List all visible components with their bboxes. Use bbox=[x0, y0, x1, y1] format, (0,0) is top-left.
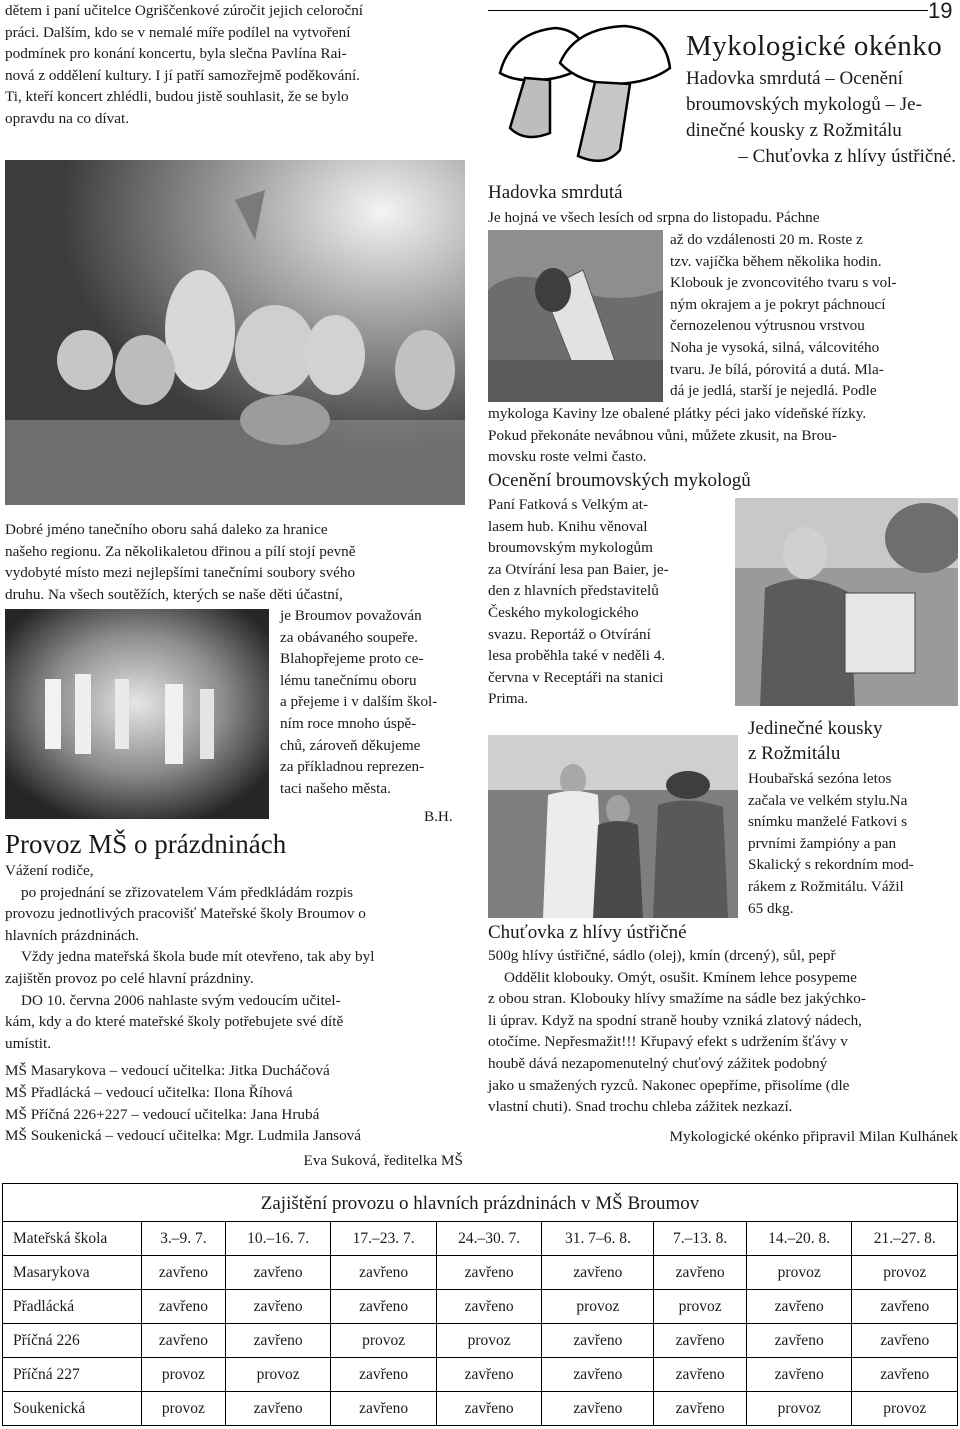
text-line: až do vzdálenosti 20 m. Roste z bbox=[670, 231, 863, 248]
status-cell: zavřeno bbox=[331, 1256, 437, 1290]
status-cell: provoz bbox=[746, 1392, 852, 1426]
text-line: taci našeho města. bbox=[280, 779, 391, 797]
status-cell: zavřeno bbox=[225, 1324, 331, 1358]
kousky-heading bbox=[748, 716, 883, 766]
status-cell: provoz bbox=[654, 1290, 747, 1324]
concert-text bbox=[5, 0, 467, 130]
text-line: broumovských mykologů – Je- bbox=[686, 94, 922, 115]
text-line: tvaru. Je bílá, pórovitá a dutá. Mla- bbox=[670, 360, 884, 378]
status-cell: provoz bbox=[331, 1324, 437, 1358]
hadovka-side bbox=[670, 229, 958, 402]
status-cell: zavřeno bbox=[142, 1290, 226, 1324]
ms-text bbox=[5, 860, 463, 1171]
schedule-box bbox=[2, 1183, 958, 1426]
text-line: houbě dává nezapomenutelný chuťový zážitek podobný bbox=[488, 1054, 828, 1072]
text-line: Houbařská sezóna letos bbox=[748, 770, 892, 787]
text-line: Dobré jméno tanečního oboru sahá daleko za hranice bbox=[5, 521, 328, 538]
text-line: Pokud překonáte nevábnou vůni, můžete zkusit, na Brou- bbox=[488, 426, 837, 444]
table-row bbox=[3, 1290, 958, 1324]
header-cell: 10.–16. 7. bbox=[225, 1222, 331, 1256]
text-line: provozu jednotlivých pracovišť Mateřské školy Broumov o bbox=[5, 905, 366, 923]
oceneni-heading: Ocenění broumovských mykologů bbox=[488, 470, 751, 491]
school-cell: Příčná 226 bbox=[3, 1324, 142, 1358]
status-cell: zavřeno bbox=[436, 1256, 542, 1290]
status-cell: zavřeno bbox=[852, 1324, 958, 1358]
ms-title: Provoz MŠ o prázdninách bbox=[5, 829, 287, 859]
hadovka-photo bbox=[488, 230, 663, 402]
table-row bbox=[3, 1358, 958, 1392]
contact-line: MŠ Přadlácká – vedoucí učitelka: Ilona Říhová bbox=[5, 1083, 293, 1101]
status-cell: provoz bbox=[852, 1392, 958, 1426]
text-line: vydobyté místo mezi nejlepšími tanečními soubory svého bbox=[5, 564, 356, 582]
mushroom-logo bbox=[490, 18, 675, 168]
dance-stage-photo bbox=[5, 609, 269, 819]
text-line: podmínek pro konání koncertu, byla slečna Pavlína Rai- bbox=[5, 45, 347, 63]
status-cell: zavřeno bbox=[852, 1358, 958, 1392]
text-line: za obávaného soupeře. bbox=[280, 628, 418, 646]
school-cell: Příčná 227 bbox=[3, 1358, 142, 1392]
text-line: lasem hub. Knihu věnoval bbox=[488, 517, 648, 535]
hadovka-heading: Hadovka smrdutá bbox=[488, 182, 623, 203]
status-cell: zavřeno bbox=[542, 1392, 654, 1426]
text-line: prvními žampióny a pan bbox=[748, 834, 897, 852]
status-cell: zavřeno bbox=[225, 1256, 331, 1290]
status-cell: zavřeno bbox=[225, 1290, 331, 1324]
status-cell: zavřeno bbox=[746, 1290, 852, 1324]
myko-intro bbox=[686, 66, 956, 170]
text-line: Hadovka smrdutá – Ocenění bbox=[686, 68, 903, 89]
text-line: snímku manželé Fatkovi s bbox=[748, 813, 908, 831]
text-line: za Otvírání lesa pan Baier, je- bbox=[488, 560, 669, 578]
hliva-heading: Chuťovka z hlívy ústřičné bbox=[488, 922, 687, 943]
heading-line: Jedinečné kousky bbox=[748, 718, 883, 739]
status-cell: zavřeno bbox=[654, 1256, 747, 1290]
text-line: Oddělit klobouky. Omýt, osušit. Kmínem lehce posypeme bbox=[504, 968, 857, 986]
header-cell: 17.–23. 7. bbox=[331, 1222, 437, 1256]
header-cell: 21.–27. 8. bbox=[852, 1222, 958, 1256]
text-line: dá je jedlá, starší je nejedlá. Podle bbox=[670, 382, 877, 400]
text-line: nová z oddělení kultury. I jí patří samozřejmě poděkování. bbox=[5, 66, 360, 84]
contact-line: MŠ Příčná 226+227 – vedoucí učitelka: Jana Hrubá bbox=[5, 1105, 320, 1123]
text-line: kám, kdy a do které mateřské školy potřebujete své dítě bbox=[5, 1013, 344, 1031]
text-line: li úprav. Když na spodní straně houby vzniká zlatový nádech, bbox=[488, 1011, 862, 1029]
text-line: – Chuťovka z hlívy ústřičné. bbox=[738, 146, 956, 167]
status-cell: zavřeno bbox=[436, 1290, 542, 1324]
rozmital-photo bbox=[488, 735, 738, 918]
text-line: mykologa Kaviny lze obalené plátky péci jako vídeňské řízky. bbox=[488, 405, 867, 422]
text-line: umístit. bbox=[5, 1034, 51, 1052]
text-line: druhu. Na všech soutěžích, kterých se naše děti účastní, bbox=[5, 585, 343, 603]
contact-line: MŠ Soukenická – vedoucí učitelka: Mgr. Ludmila Jansová bbox=[5, 1127, 362, 1145]
status-cell: provoz bbox=[852, 1256, 958, 1290]
contact-line: MŠ Masarykova – vedoucí učitelka: Jitka Ducháčová bbox=[5, 1062, 330, 1080]
greeting: Vážení rodiče, bbox=[5, 862, 94, 879]
status-cell: provoz bbox=[542, 1290, 654, 1324]
myko-credit: Mykologické okénko připravil Milan Kulhánek bbox=[669, 1128, 958, 1145]
status-cell: zavřeno bbox=[331, 1358, 437, 1392]
text-line: opravdu na co dívat. bbox=[5, 109, 129, 127]
text-line: dinečné kousky z Rožmitálu bbox=[686, 120, 902, 141]
table-row bbox=[3, 1392, 958, 1426]
text-line: ným okrajem a je pokryt páchnoucí bbox=[670, 295, 886, 313]
status-cell: zavřeno bbox=[654, 1358, 747, 1392]
text-line: Blahopřejeme proto ce- bbox=[280, 650, 424, 668]
table-row bbox=[3, 1324, 958, 1358]
text-line: 65 dkg. bbox=[748, 899, 794, 917]
dance-text-side bbox=[280, 605, 462, 799]
status-cell: zavřeno bbox=[746, 1324, 852, 1358]
schedule-table bbox=[2, 1221, 958, 1426]
status-cell: zavřeno bbox=[654, 1324, 747, 1358]
status-cell: zavřeno bbox=[436, 1358, 542, 1392]
status-cell: zavřeno bbox=[654, 1392, 747, 1426]
status-cell: zavřeno bbox=[852, 1290, 958, 1324]
text-line: Klobouk je zvoncovitého tvaru s vol- bbox=[670, 274, 897, 292]
text-line: hlavních prázdninách. bbox=[5, 926, 140, 944]
schedule-title: Zajištění provozu o hlavních prázdninách v MŠ Broumov bbox=[3, 1184, 957, 1222]
table-header-row bbox=[3, 1222, 958, 1256]
fatkova-photo bbox=[735, 498, 958, 706]
text-line: movsku roste velmi často. bbox=[488, 448, 647, 466]
kousky-text bbox=[748, 768, 958, 919]
text-line: jako u smažených ryzců. Nakonec opepříme, přisolíme (dle bbox=[488, 1076, 850, 1094]
ms-signature: Eva Suková, ředitelka MŠ bbox=[303, 1151, 463, 1169]
text-line: června v Receptáři na stanici bbox=[488, 668, 664, 686]
status-cell: zavřeno bbox=[142, 1324, 226, 1358]
text-line: broumovským mykologům bbox=[488, 539, 653, 557]
text-line: ním roce mnoho úspě- bbox=[280, 714, 417, 732]
text-line: tzv. vajíčka během několika hodin. bbox=[670, 252, 882, 270]
text-line: za příkladnou reprezen- bbox=[280, 758, 425, 776]
text-line: 500g hlívy ústřičné, sádlo (olej), kmín (drcený), sůl, pepř bbox=[488, 947, 836, 964]
status-cell: provoz bbox=[436, 1324, 542, 1358]
status-cell: provoz bbox=[225, 1358, 331, 1392]
status-cell: zavřeno bbox=[142, 1256, 226, 1290]
header-cell: 3.–9. 7. bbox=[142, 1222, 226, 1256]
header-cell: 24.–30. 7. bbox=[436, 1222, 542, 1256]
header-cell: 14.–20. 8. bbox=[746, 1222, 852, 1256]
text-line: zajištěn provoz po celé hlavní prázdniny. bbox=[5, 969, 254, 987]
text-line: Skalický s rekordním mod- bbox=[748, 856, 914, 874]
status-cell: zavřeno bbox=[436, 1392, 542, 1426]
text-line: lému tanečnímu oboru bbox=[280, 671, 417, 689]
school-cell: Přadlácká bbox=[3, 1290, 142, 1324]
text-line: a přejeme i v dalším škol- bbox=[280, 693, 438, 711]
myko-title: Mykologické okénko bbox=[686, 30, 943, 62]
text-line: Paní Fatková s Velkým at- bbox=[488, 496, 649, 513]
text-line: Vždy jedna mateřská škola bude mít otevřeno, tak aby byl bbox=[21, 948, 375, 966]
table-row bbox=[3, 1256, 958, 1290]
text-line: Prima. bbox=[488, 690, 529, 708]
dance-text bbox=[5, 519, 465, 605]
status-cell: zavřeno bbox=[331, 1290, 437, 1324]
header-cell: 31. 7–6. 8. bbox=[542, 1222, 654, 1256]
text-line: otočíme. Nepřesmažit!!! Křupavý efekt s udržením šťávy v bbox=[488, 1033, 848, 1051]
header-rule bbox=[488, 10, 928, 11]
hadovka-bottom bbox=[488, 403, 958, 468]
status-cell: zavřeno bbox=[225, 1392, 331, 1426]
dance-signature: B.H. bbox=[424, 808, 453, 825]
status-cell: provoz bbox=[746, 1256, 852, 1290]
heading-line: z Rožmitálu bbox=[748, 743, 841, 764]
status-cell: zavřeno bbox=[746, 1358, 852, 1392]
header-cell: 7.–13. 8. bbox=[654, 1222, 747, 1256]
text-line: černozelenou výtrusnou vrstvou bbox=[670, 317, 865, 335]
text-line: DO 10. června 2006 nahlaste svým vedoucím učitel- bbox=[21, 991, 341, 1009]
text-line: vlastní chuti). Snad trochu chleba zážitek nezkazí. bbox=[488, 1098, 793, 1116]
status-cell: zavřeno bbox=[542, 1358, 654, 1392]
oceneni-text bbox=[488, 494, 718, 710]
text-line: z obou stran. Klobouky hlívy smažíme na sádle bez jakýchko- bbox=[488, 990, 866, 1008]
text-line: je Broumov považován bbox=[280, 607, 422, 624]
text-line: svazu. Reportáž o Otvírání bbox=[488, 625, 651, 643]
dance-photo bbox=[5, 160, 465, 505]
status-cell: provoz bbox=[142, 1358, 226, 1392]
status-cell: zavřeno bbox=[542, 1256, 654, 1290]
hliva-text bbox=[488, 945, 958, 1118]
text-line: po projednání se zřizovatelem Vám předkládám rozpis bbox=[21, 883, 354, 901]
status-cell: provoz bbox=[142, 1392, 226, 1426]
hadovka-top: Je hojná ve všech lesích od srpna do listopadu. Páchne bbox=[488, 209, 820, 226]
text-line: Noha je vysoká, silná, válcovitého bbox=[670, 338, 880, 356]
text-line: chů, zároveň děkujeme bbox=[280, 736, 421, 754]
text-line: dětem i paní učitelce Ogriščenkové zúročit jejich celoroční bbox=[5, 2, 364, 19]
text-line: den z hlavních představitelů bbox=[488, 582, 659, 600]
text-line: práci. Dalším, kdo se v nemalé míře podílel na vytvoření bbox=[5, 23, 351, 41]
school-cell: Soukenická bbox=[3, 1392, 142, 1426]
header-cell: Mateřská škola bbox=[3, 1222, 142, 1256]
text-line: lesa proběhla také v neděli 4. bbox=[488, 647, 666, 665]
text-line: rákem z Rožmitálu. Vážil bbox=[748, 877, 904, 895]
text-line: začala ve velkém stylu.Na bbox=[748, 791, 908, 809]
status-cell: zavřeno bbox=[542, 1324, 654, 1358]
text-line: Českého mykologického bbox=[488, 603, 639, 621]
school-cell: Masarykova bbox=[3, 1256, 142, 1290]
page-number: 19 bbox=[928, 0, 953, 23]
text-line: našeho regionu. Za několikaletou dřinou a pílí stojí pevně bbox=[5, 542, 356, 560]
text-line: Ti, kteří koncert zhlédli, budou jistě souhlasit, že se bylo bbox=[5, 88, 349, 106]
status-cell: zavřeno bbox=[331, 1392, 437, 1426]
